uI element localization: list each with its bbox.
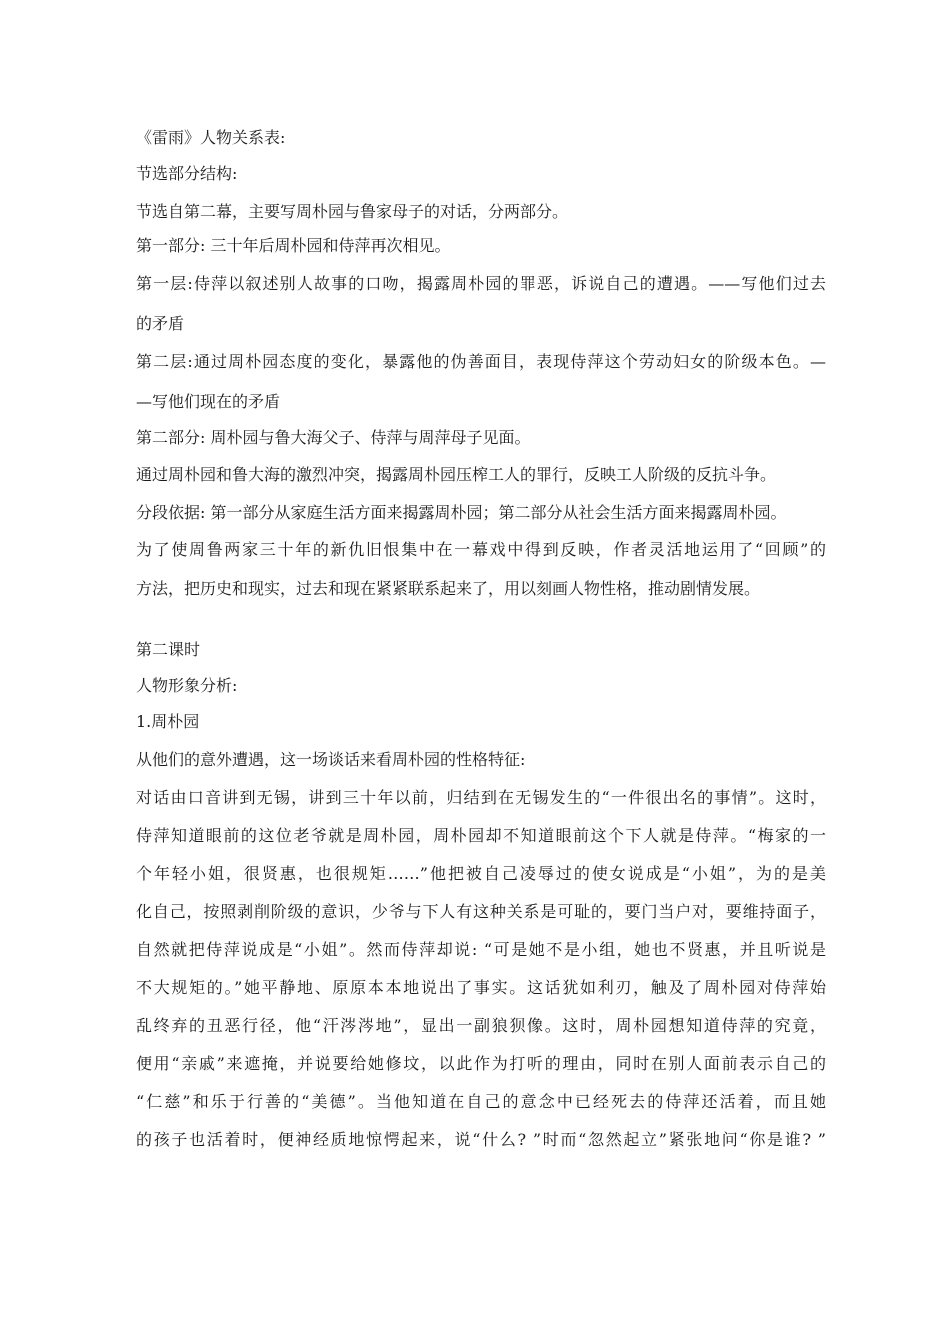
- analysis-line: 不大规矩的。”她平静地、原原本本地说出了事实。这话犹如利刃，触及了周朴园对侍萍始: [136, 978, 826, 997]
- method-line-1: 为了使周鲁两家三十年的新仇旧恨集中在一幕戏中得到反映，作者灵活地运用了“回顾”的: [136, 540, 826, 559]
- part-two-description: 通过周朴园和鲁大海的激烈冲突，揭露周朴园压榨工人的罪行，反映工人阶级的反抗斗争。: [136, 465, 777, 484]
- division-basis: 分段依据: 第一部分从家庭生活方面来揭露周朴园；第二部分从社会生活方面来揭露周朴园。: [136, 503, 787, 522]
- analysis-line: 自然就把侍萍说成是“小姐”。然而侍萍却说: “可是她不是小组，她也不贤惠，并且听说是: [136, 940, 826, 959]
- method-line-2: 方法，把历史和现实，过去和现在紧紧联系起来了，用以刻画人物性格，推动剧情发展。: [136, 579, 761, 598]
- part-two-summary: 第二部分: 周朴园与鲁大海父子、侍萍与周萍母子见面。: [136, 428, 531, 447]
- relationship-table-title: 《雷雨》人物关系表:: [136, 128, 286, 147]
- layer-two-line-2: —写他们现在的矛盾: [136, 392, 281, 411]
- analysis-line: 的孩子也活着时，便神经质地惊愕起来，说“什么? ”时而“忽然起立”紧张地问“你是谁? ”: [136, 1130, 826, 1149]
- structure-intro: 节选自第二幕，主要写周朴园与鲁家母子的对话，分两部分。: [136, 202, 569, 221]
- layer-one-line-2: 的矛盾: [136, 314, 185, 333]
- lesson-heading: 第二课时: [136, 640, 201, 659]
- analysis-line: 侍萍知道眼前的这位老爷就是周朴园，周朴园却不知道眼前这个下人就是侍萍。“梅家的一: [136, 826, 826, 845]
- character-heading-zhou-puyuan: 1.周朴园: [136, 712, 200, 731]
- analysis-line: 便用“亲戚”来遮掩，并说要给她修坟，以此作为打听的理由，同时在别人面前表示自己的: [136, 1054, 826, 1073]
- layer-one-line-1: 第一层:侍萍以叙述别人故事的口吻，揭露周朴园的罪恶，诉说自己的遭遇。——写他们过去: [136, 274, 826, 293]
- analysis-line: 对话由口音讲到无锡，讲到三十年以前，归结到在无锡发生的“一件很出名的事情”。这时，: [136, 788, 826, 807]
- section-heading-structure: 节选部分结构:: [136, 164, 238, 183]
- character-intro: 从他们的意外遭遇，这一场谈话来看周朴园的性格特征:: [136, 750, 526, 769]
- layer-two-line-1: 第二层:通过周朴园态度的变化，暴露他的伪善面目，表现侍萍这个劳动妇女的阶级本色。—: [136, 352, 826, 371]
- analysis-line: 乱终弃的丑恶行径，他“汗涔涔地”，显出一副狼狈像。这时，周朴园想知道侍萍的究竟，: [136, 1016, 826, 1035]
- analysis-line: “仁慈”和乐于行善的“美德”。当他知道在自己的意念中已经死去的侍萍还活着，而且她: [136, 1092, 826, 1111]
- analysis-line: 化自己，按照剥削阶级的意识，少爷与下人有这种关系是可耻的，要门当户对，要维持面子，: [136, 902, 826, 921]
- part-one-summary: 第一部分: 三十年后周朴园和侍萍再次相见。: [136, 236, 451, 255]
- analysis-heading: 人物形象分析:: [136, 676, 238, 695]
- analysis-line: 个年轻小姐，很贤惠，也很规矩……”他把被自己凌辱过的使女说成是“小姐”，为的是美: [136, 864, 826, 883]
